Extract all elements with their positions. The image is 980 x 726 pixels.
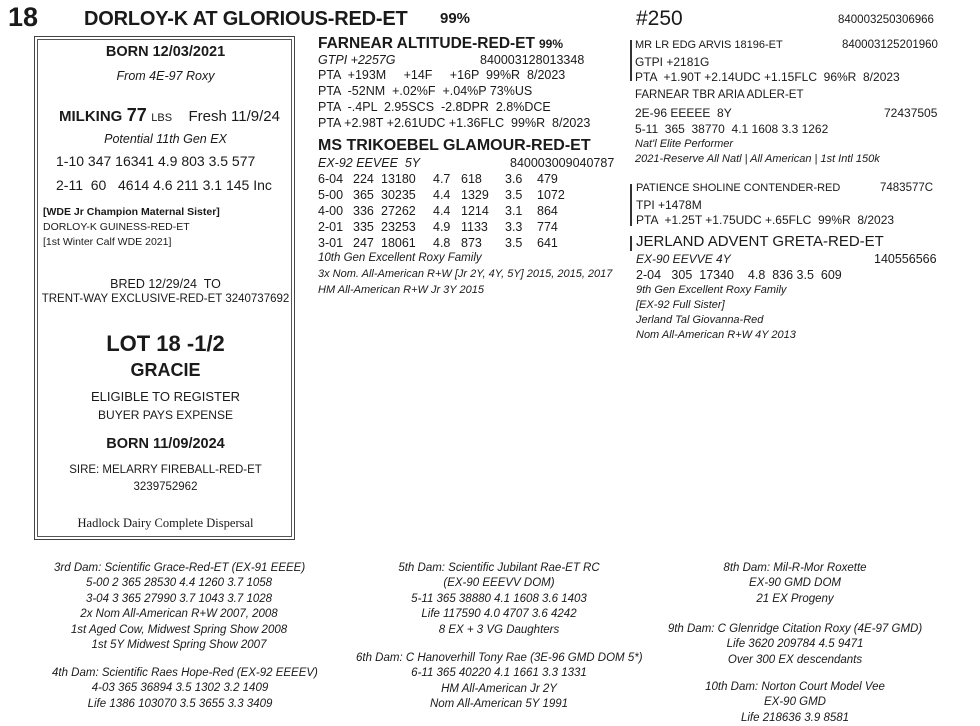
record-milk: 13180 <box>381 172 416 186</box>
dam-line: 4th Dam: Scientific Raes Hope-Red (EX-92 EEEEV) <box>52 667 318 679</box>
dam-line: Life 117590 4.0 4707 3.6 4242 <box>421 608 577 621</box>
dam-line: 8th Dam: Mil-R-Mor Roxette <box>723 562 867 574</box>
record-fat: 1133 <box>461 220 488 234</box>
dam-line: EX-90 GMD DOM <box>748 577 841 590</box>
record-protein-pct: 3.5 <box>505 188 523 202</box>
record-age: 6-04 <box>318 172 344 186</box>
dam-line: 6-11 365 40220 4.1 1661 3.3 1331 <box>411 667 587 680</box>
record-days: 247 <box>353 236 374 250</box>
fifth-dam <box>374 561 624 638</box>
sire-dam-class: 2E-96 EEEEE 8Y <box>635 106 732 120</box>
record-days: 335 <box>353 220 374 234</box>
calf-name: GRACIE <box>130 360 201 380</box>
dam-line: 5-11 365 38880 4.1 1608 3.6 1403 <box>411 592 587 605</box>
sire-sire-name: MR LR EDG ARVIS 18196-ET <box>635 39 783 51</box>
animal-name: DORLOY-K AT GLORIOUS-RED-ET <box>84 8 408 30</box>
record-protein: 864 <box>537 204 558 218</box>
sire-pta-3: PTA -.4PL 2.95SCS -2.8DPR 2.8%DCE <box>318 100 551 114</box>
record-protein: 774 <box>537 220 558 234</box>
dam-classification: EX-92 EEVEE 5Y <box>318 156 421 170</box>
dam-line: 21 EX Progeny <box>756 592 834 605</box>
dam-sire-tpi: TPI +1478M <box>636 198 702 212</box>
born-date: BORN 12/03/2021 <box>105 44 226 60</box>
dam-record-row <box>318 172 558 188</box>
milking-label: MILKING <box>59 108 123 125</box>
record-protein: 1072 <box>537 188 565 202</box>
lot-number: 18 <box>8 2 39 32</box>
dam-sire-reg: 7483577C <box>880 182 934 194</box>
from-line: From 4E-97 Roxy <box>116 69 215 83</box>
dam-line: Life 3620 209784 4.5 9471 <box>726 638 864 651</box>
record-days: 224 <box>353 172 374 186</box>
sire-dam-note-1: Nat'l Elite Performer <box>635 138 734 150</box>
bred-to: TRENT-WAY EXCLUSIVE-RED-ET 3240737692 <box>41 293 290 305</box>
sire-pta-2: PTA -52NM +.02%F +.04%P 73%US <box>318 84 533 98</box>
dam-record-row <box>318 204 558 220</box>
record-fat: 1329 <box>461 188 489 202</box>
sire-reg: 840003128013348 <box>480 53 585 67</box>
dam-sire-name: PATIENCE SHOLINE CONTENDER-RED <box>636 182 841 194</box>
pedigree-bracket-line <box>630 184 632 226</box>
third-dam <box>54 561 304 653</box>
dam-line: 5-00 2 365 28530 4.4 1260 3.7 1058 <box>85 577 273 590</box>
dam-dam-note-4: Nom All-American R+W 4Y 2013 <box>636 329 796 341</box>
expense-note: BUYER PAYS EXPENSE <box>98 408 233 422</box>
sire-dam-name: FARNEAR TBR ARIA ADLER-ET <box>635 89 804 101</box>
record-milk: 23253 <box>381 220 416 234</box>
wde-note-1: [WDE Jr Champion Maternal Sister] <box>43 206 220 218</box>
record-fat-pct: 4.4 <box>433 188 451 202</box>
dam-note-2: 3x Nom. All-American R+W [Jr 2Y, 4Y, 5Y] 2015, 2015, 2017 <box>318 268 613 280</box>
record-age: 5-00 <box>318 188 344 202</box>
record-fat-pct: 4.4 <box>433 204 451 218</box>
calf-born-date: BORN 11/09/2024 <box>106 436 225 452</box>
sire-dam-reg: 72437505 <box>884 106 938 120</box>
ninth-dam <box>662 622 928 668</box>
record-milk: 18061 <box>381 236 416 250</box>
dam-note-3: HM All-American R+W Jr 3Y 2015 <box>318 284 484 296</box>
dam-note-1: 10th Gen Excellent Roxy Family <box>318 252 482 264</box>
record-protein-pct: 3.3 <box>505 220 523 234</box>
record-fat: 873 <box>461 236 482 250</box>
sixth-dam <box>356 651 642 713</box>
dam-name: MS TRIKOEBEL GLAMOUR-RED-ET <box>318 137 591 154</box>
registration-number: 840003250306966 <box>838 14 934 26</box>
dam-line: Life 218636 3.9 8581 <box>740 711 850 724</box>
record-fat-pct: 4.9 <box>433 220 451 234</box>
dam-line: 3-04 3 365 27990 3.7 1043 3.7 1028 <box>85 592 273 605</box>
milking-value: 77 <box>126 105 147 125</box>
eligible-note: ELIGIBLE TO REGISTER <box>90 389 241 404</box>
record-fat: 618 <box>461 172 482 186</box>
sire-sire-pta: PTA +1.90T +2.14UDC +1.15FLC 96%R 8/2023 <box>635 70 900 84</box>
dam-line: 2x Nom All-American R+W 2007, 2008 <box>80 608 278 621</box>
dam-line: (EX-90 EEEVV DOM) <box>443 577 555 590</box>
sire-percent: 99% <box>539 37 564 51</box>
tenth-dam <box>680 680 910 726</box>
bred-date: BRED 12/29/24 TO <box>110 277 221 291</box>
dam-line: 1st 5Y Midwest Spring Show 2007 <box>91 639 267 652</box>
potential-line: Potential 11th Gen EX <box>104 132 227 146</box>
dam-dam-note-2: [EX-92 Full Sister] <box>636 299 725 311</box>
eighth-dam <box>680 561 910 607</box>
dam-line: 1st Aged Cow, Midwest Spring Show 2008 <box>70 623 288 636</box>
record-days: 365 <box>353 188 374 202</box>
dam-dam-record: 2-04 305 17340 4.8 836 3.5 609 <box>636 268 842 282</box>
record-fat-pct: 4.7 <box>433 172 451 186</box>
dam-sire-pta: PTA +1.25T +1.75UDC +.65FLC 99%R 8/2023 <box>636 213 895 227</box>
pedigree-bracket-line <box>630 236 632 251</box>
dam-line: 9th Dam: C Glenridge Citation Roxy (4E-97 GMD) <box>667 623 923 635</box>
record-milk: 27262 <box>381 204 416 218</box>
record-protein-pct: 3.5 <box>505 236 523 250</box>
dam-record-row <box>318 188 565 204</box>
record-age: 4-00 <box>318 204 344 218</box>
sire-gtpi: GTPI +2257G <box>318 53 396 67</box>
dam-dam-reg: 140556566 <box>874 252 937 266</box>
pedigree-bracket-line <box>630 40 632 81</box>
sire-dam-record: 5-11 365 38770 4.1 1608 3.3 1262 <box>635 122 829 136</box>
info-box <box>34 36 295 540</box>
dam-record-row <box>318 220 558 236</box>
dam-record-row <box>318 236 558 252</box>
sire-sire-reg: 840003125201960 <box>842 39 938 51</box>
dam-line: 3rd Dam: Scientific Grace-Red-ET (EX-91 EEEE) <box>54 562 306 574</box>
record-milk: 30235 <box>381 188 416 202</box>
record-line-1: 1-10 347 16341 4.9 803 3.5 577 <box>56 153 256 169</box>
record-protein: 479 <box>537 172 558 186</box>
calf-sire-reg: 3239752962 <box>133 481 198 493</box>
lot-title: LOT 18 -1/2 <box>106 331 225 356</box>
dam-dam-note-1: 9th Gen Excellent Roxy Family <box>636 284 787 296</box>
dam-line: Life 1386 103070 3.5 3655 3.3 3409 <box>87 697 273 710</box>
dam-line: 10th Dam: Norton Court Model Vee <box>705 681 885 693</box>
sale-name: Hadlock Dairy Complete Dispersal <box>77 516 254 530</box>
sire-name: FARNEAR ALTITUDE-RED-ET <box>318 35 535 52</box>
sire-pta-1: PTA +193M +14F +16P 99%R 8/2023 <box>318 68 566 82</box>
dam-line: HM All-American Jr 2Y <box>441 682 557 695</box>
record-age: 2-01 <box>318 220 344 234</box>
tag-number: #250 <box>636 7 683 30</box>
dam-line: Over 300 EX descendants <box>727 653 863 666</box>
dam-dam-class: EX-90 EEVVE 4Y <box>636 252 731 266</box>
record-age: 3-01 <box>318 236 344 250</box>
sire-dam-note-2: 2021-Reserve All Natl | All American | 1st Intl 150k <box>635 153 880 165</box>
calf-sire: SIRE: MELARRY FIREBALL-RED-ET <box>69 464 262 476</box>
record-fat-pct: 4.8 <box>433 236 451 250</box>
wde-note-3: [1st Winter Calf WDE 2021] <box>43 236 172 248</box>
dam-line: 4-03 365 36894 3.5 1302 3.2 1409 <box>91 682 269 695</box>
dam-line: 5th Dam: Scientific Jubilant Rae-ET RC <box>398 562 600 574</box>
record-fat: 1214 <box>461 204 489 218</box>
dam-reg: 840003009040787 <box>510 156 615 170</box>
sire-pta-4: PTA +2.98T +2.61UDC +1.36FLC 99%R 8/2023 <box>318 116 591 130</box>
fresh-date: Fresh 11/9/24 <box>188 108 280 125</box>
dam-dam-note-3: Jerland Tal Giovanna-Red <box>636 314 764 326</box>
animal-percent: 99% <box>440 10 471 27</box>
record-protein-pct: 3.6 <box>505 172 523 186</box>
record-protein: 641 <box>537 236 558 250</box>
record-days: 336 <box>353 204 374 218</box>
fourth-dam <box>52 666 318 712</box>
dam-line: 6th Dam: C Hanoverhill Tony Rae (3E-96 GMD DOM 5*) <box>356 652 643 664</box>
dam-line: EX-90 GMD <box>764 696 826 709</box>
dam-line: Nom All-American 5Y 1991 <box>429 698 569 711</box>
wde-note-2: DORLOY-K GUINESS-RED-ET <box>43 221 190 233</box>
milking-line <box>59 105 280 126</box>
dam-dam-name: JERLAND ADVENT GRETA-RED-ET <box>636 233 884 250</box>
record-line-2: 2-11 60 4614 4.6 211 3.1 145 Inc <box>56 177 272 193</box>
dam-line: 8 EX + 3 VG Daughters <box>438 623 560 636</box>
milking-unit: LBS <box>151 112 173 124</box>
sire-sire-gtpi: GTPI +2181G <box>635 55 710 69</box>
record-protein-pct: 3.1 <box>505 204 523 218</box>
